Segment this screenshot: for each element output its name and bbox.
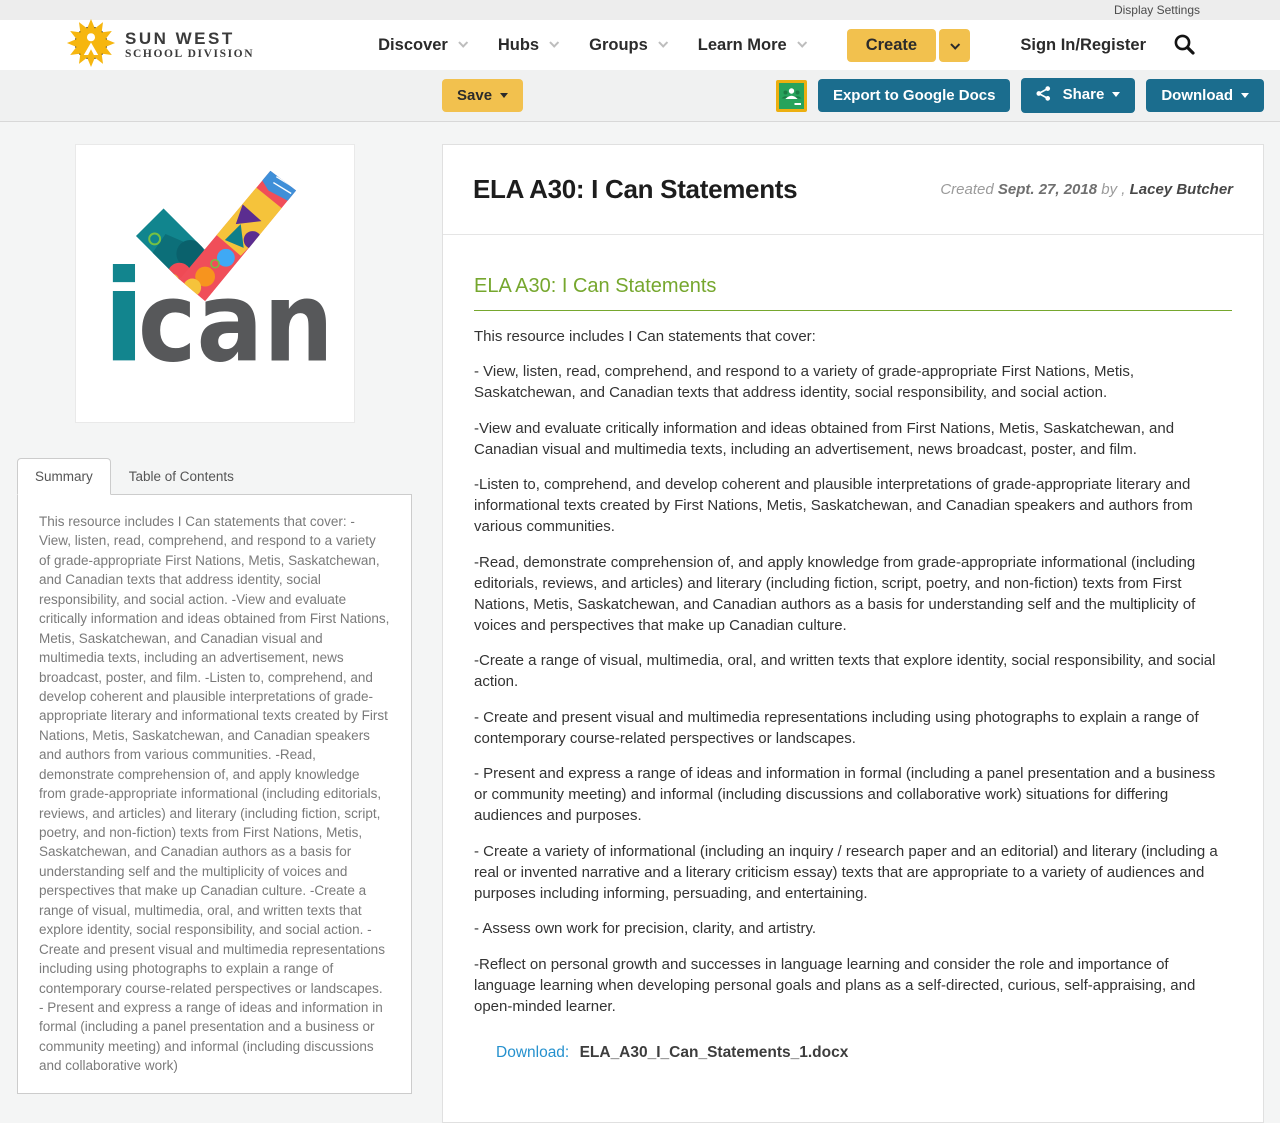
download-button[interactable]: Download <box>1146 79 1264 112</box>
brand-name: SUN WEST <box>125 29 235 49</box>
article-paragraph: -View and evaluate critically information and ideas obtained from First Nations, Metis, Saskatchewan, and Canadian visual and multimedia texts, including an advertisement, news broadcast, poster, and film. <box>474 419 1175 458</box>
chevron-down-icon <box>797 38 807 48</box>
article-paragraph: -Listen to, comprehend, and develop coherent and plausible interpretations of grade-appropriate literary and informational texts created by First Nations, Metis, Saskatchewan, and Canadian speakers and authors from various communities. <box>474 476 1193 535</box>
sidebar-tabs <box>17 458 412 495</box>
page-content <box>0 122 1280 1123</box>
svg-text:can: can <box>137 258 334 388</box>
article-paragraph: - Create and present visual and multimedia representations including using photographs to explain a range of contemporary course-related perspectives or landscapes. <box>474 708 1199 747</box>
save-button[interactable]: Save <box>442 79 523 112</box>
by-label: by , <box>1101 181 1126 198</box>
chevron-down-icon <box>549 38 559 48</box>
article-paragraph: - View, listen, read, comprehend, and respond to a variety of grade-appropriate First Nations, Metis, Saskatchewan, and Canadian texts that address identity, social responsibility, and social action. <box>474 363 1135 401</box>
caret-down-icon <box>1112 92 1120 97</box>
create-dropdown-button[interactable] <box>939 29 970 62</box>
tab-summary[interactable]: Summary <box>17 458 111 495</box>
main-nav <box>378 30 805 61</box>
export-google-docs-button[interactable]: Export to Google Docs <box>818 79 1011 112</box>
resource-sidebar <box>17 144 412 1094</box>
sunburst-logo-icon <box>66 18 116 73</box>
create-button[interactable]: Create <box>847 29 936 62</box>
share-button[interactable]: Share <box>1021 78 1135 113</box>
display-settings-link[interactable]: Display Settings <box>1113 3 1200 17</box>
site-header <box>0 20 1280 70</box>
resource-thumbnail <box>75 144 355 423</box>
chevron-down-icon <box>950 39 960 49</box>
search-icon <box>1172 32 1196 59</box>
article-body <box>443 235 1263 1122</box>
created-label: Created <box>940 181 994 198</box>
article-paragraph: -Read, demonstrate comprehension of, and apply knowledge from grade-appropriate informational (including editorials, reviews, and articles) and literary (including fiction, script, poetry, and non-fiction) texts from First Nations, Metis, Saskatchewan, and Canadian authors as a basis for understanding self and the multiplicity of voices and perspectives that make up Canadian culture. <box>474 553 1196 634</box>
nav-item-label: Groups <box>589 35 648 54</box>
article-paragraph: - Create a variety of informational (including an inquiry / research paper and an editorial) and literary (including a real or invented narrative and a literary criticism essay) texts that are appropriate to a variety of audiences and purposes including informing, persuading, and entertaining. <box>474 842 1218 902</box>
page-title: ELA A30: I Can Statements <box>473 174 798 204</box>
article-paragraph: This resource includes I Can statements that cover: <box>474 327 816 345</box>
i-can-logo-image <box>76 242 354 423</box>
brand-subtitle: SCHOOL DIVISION <box>125 47 255 60</box>
download-link[interactable]: Download: <box>496 1043 570 1061</box>
download-row <box>496 1044 1232 1062</box>
nav-item[interactable] <box>378 30 466 61</box>
nav-item[interactable] <box>498 30 557 61</box>
article-card <box>442 144 1264 1123</box>
google-classroom-button[interactable] <box>776 80 807 112</box>
document-toolbar <box>0 70 1280 122</box>
chevron-down-icon <box>658 38 668 48</box>
sign-in-register-link[interactable]: Sign In/Register <box>1020 35 1146 54</box>
article-paragraph: -Reflect on personal growth and successes in language learning and consider the role and importance of language learning when developing personal goals and plans as a self-directed, curious, self-appraising, and open-minded learner. <box>474 955 1196 1015</box>
author-name: Lacey Butcher <box>1129 181 1233 198</box>
nav-item[interactable] <box>589 30 666 61</box>
download-file-name[interactable]: ELA_A30_I_Can_Statements_1.docx <box>579 1043 849 1061</box>
svg-text:i: i <box>101 242 146 391</box>
site-logo[interactable] <box>66 18 254 73</box>
nav-item-label: Learn More <box>697 35 787 54</box>
share-icon <box>1036 88 1055 105</box>
article-paragraph: - Assess own work for precision, clarity, and artistry. <box>474 920 817 937</box>
summary-text: This resource includes I Can statements that cover: - View, listen, read, comprehend, and respond to a variety of grade-appropriate First Nations, Metis, Saskatchewan, and Canadian texts that address identity, social responsibility, and social action. -View and evaluate critically information and ideas obtained from First Nations, Metis, Saskatchewan, and Canadian visual and multimedia texts, including an advertisement, news broadcast, poster, and film. -Listen to, comprehend, and develop coherent and plausible interpretations of grade-appropriate literary and informational texts created by First Nations, Metis, Saskatchewan, and Canadian speakers and authors from various communities. -Read, demonstrate comprehension of, and apply knowledge from grade-appropriate informational (including editorials, reviews, and articles) and literary (including fiction, script, poetry, and non-fiction) texts from First Nations, Metis, Saskatchewan, and Canadian authors as a basis for understanding self and the multiplicity of voices and perspectives that make up Canadian culture. -Create a range of visual, multimedia, oral, and written texts that explore identity, social responsibility, and social action. - Create and present visual and multimedia representations including using photographs to explain a range of contemporary course-related perspectives or landscapes. - Present and express a range of ideas and information in formal (including a panel presentation and a business or community meeting) and informal (including discussions and collaborative work) <box>39 514 390 1074</box>
caret-down-icon <box>500 93 508 98</box>
created-date: Sept. 27, 2018 <box>997 181 1098 198</box>
create-button-group <box>847 29 970 62</box>
tab-table-of-contents[interactable]: Table of Contents <box>111 458 252 495</box>
article-header <box>443 145 1263 235</box>
caret-down-icon <box>1241 93 1249 98</box>
article-paragraphs <box>474 326 1232 1017</box>
search-button[interactable] <box>1172 32 1196 59</box>
google-classroom-icon <box>779 82 804 110</box>
chevron-down-icon <box>458 38 468 48</box>
article-paragraph: - Present and express a range of ideas and information in formal (including a panel presentation and a business or community meeting) and informal (including discussions and collaborative work) situations for differing audiences and purposes. <box>474 765 1216 824</box>
summary-panel <box>17 495 412 1094</box>
article-heading-link[interactable]: ELA A30: I Can Statements <box>474 275 1232 311</box>
nav-item-label: Discover <box>378 35 448 54</box>
nav-item[interactable] <box>698 30 805 61</box>
nav-item-label: Hubs <box>497 35 540 54</box>
article-paragraph: -Create a range of visual, multimedia, oral, and written texts that explore identity, social responsibility, and social action. <box>474 652 1216 690</box>
article-meta <box>940 181 1233 198</box>
